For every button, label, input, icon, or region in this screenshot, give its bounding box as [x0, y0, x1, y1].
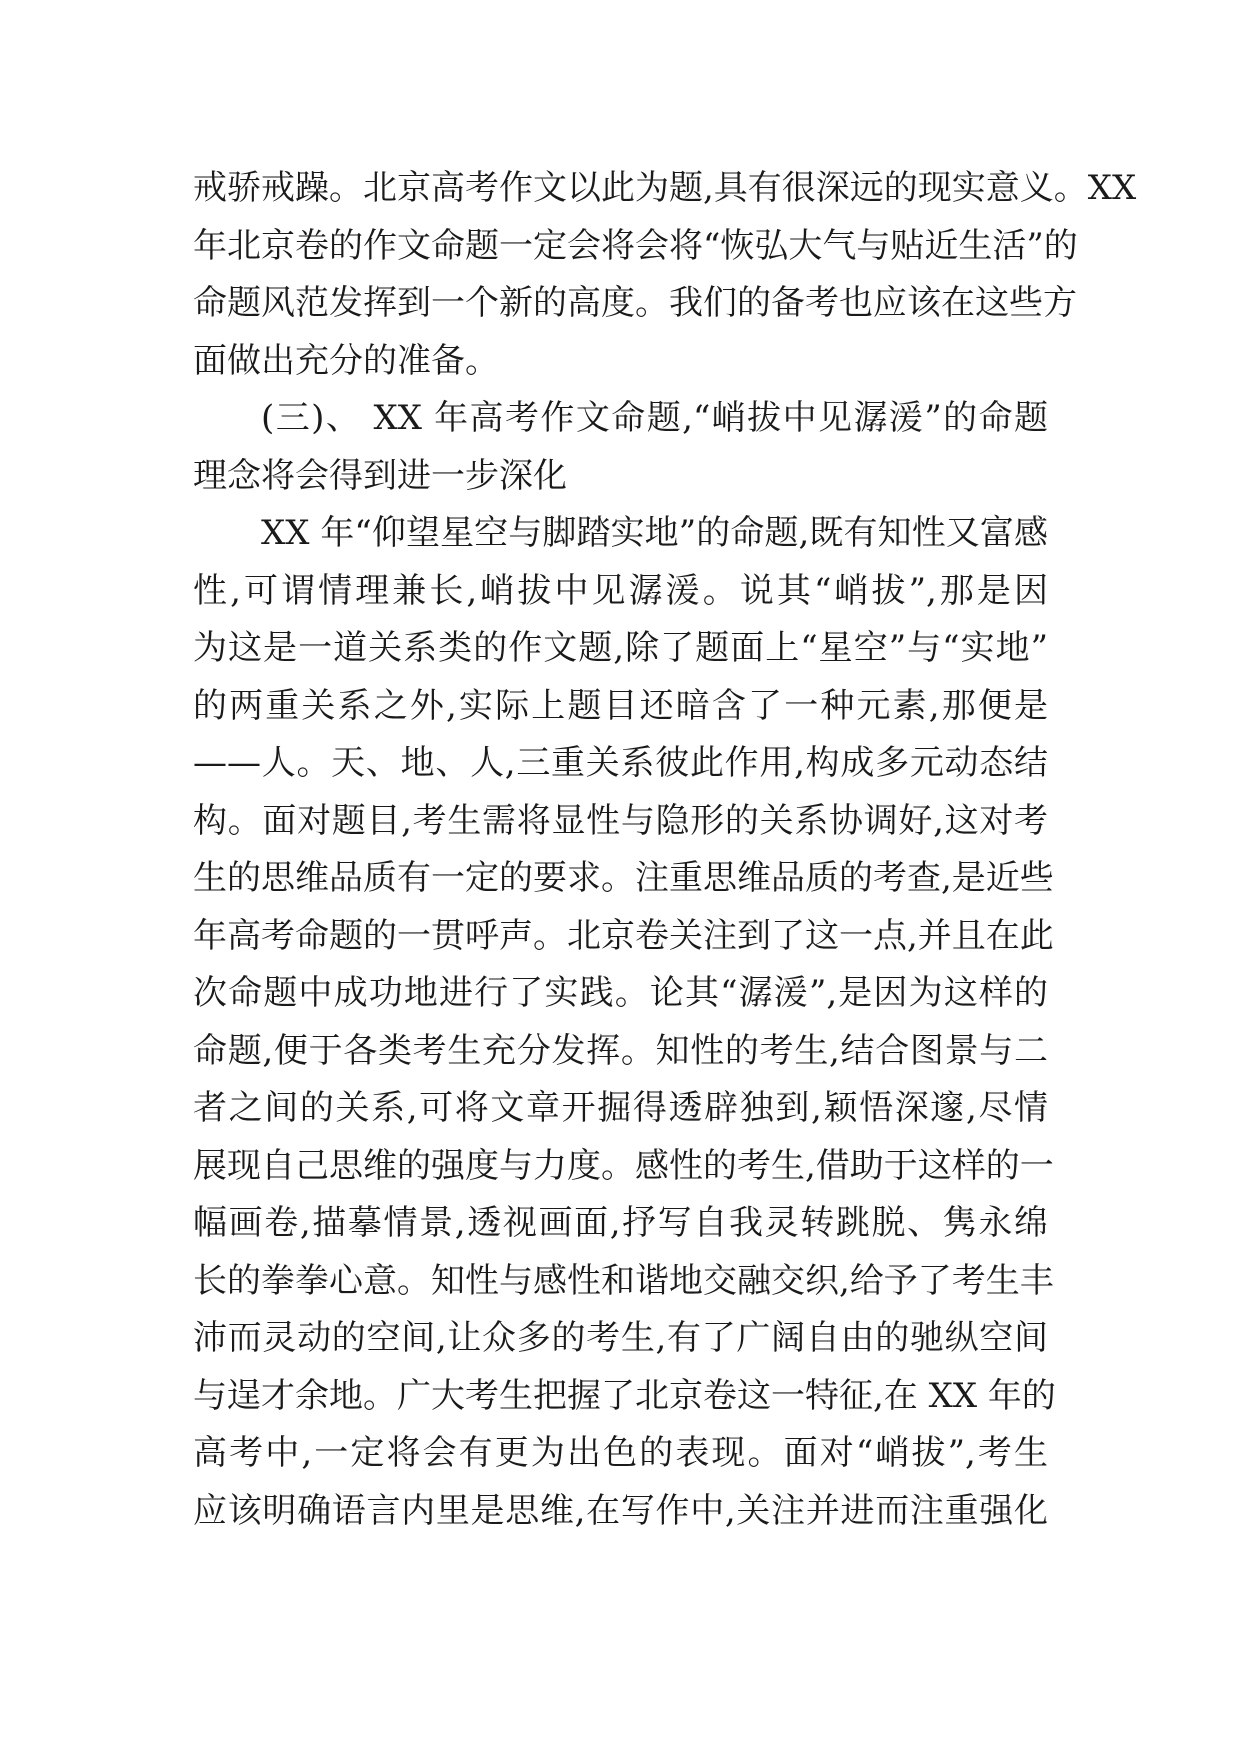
text-line: XX 年“仰望星空与脚踏实地”的命题,既有知性又富感 [261, 513, 1048, 553]
text-line: 构。面对题目,考生需将显性与隐形的关系协调好,这对考 [193, 800, 1048, 841]
text-line: 次命题中成功地进行了实践。论其“潺湲”,是因为这样的 [193, 973, 1048, 1013]
text-line: 应该明确语言内里是思维,在写作中,关注并进而注重强化 [193, 1490, 1048, 1531]
text-line: 为这是一道关系类的作文题,除了题面上“星空”与“实地” [193, 628, 1048, 668]
text-line: 理念将会得到进一步深化 [193, 455, 567, 496]
text-line: 展现自己思维的强度与力度。感性的考生,借助于这样的一 [193, 1145, 1054, 1186]
text-line: 年高考命题的一贯呼声。北京卷关注到了这一点,并且在此 [193, 915, 1054, 956]
text-line: 年北京卷的作文命题一定会将会将“恢弘大气与贴近生活”的 [193, 225, 1078, 266]
text-line: 命题风范发挥到一个新的高度。我们的备考也应该在这些方 [193, 283, 1077, 323]
text-line: 戒骄戒躁。北京高考作文以此为题,具有很深远的现实意义。XX [193, 168, 1137, 208]
text-line: 性,可谓情理兼长,峭拔中见潺湲。说其“峭拔”,那是因 [193, 570, 1048, 611]
text-line: 命题,便于各类考生充分发挥。知性的考生,结合图景与二 [193, 1030, 1048, 1071]
document-body [193, 160, 1137, 1540]
text-line: 的两重关系之外,实际上题目还暗含了一种元素,那便是 [193, 685, 1048, 726]
text-line: 高考中,一定将会有更为出色的表现。面对“峭拔”,考生 [193, 1433, 1048, 1473]
text-line: 者之间的关系,可将文章开掘得透辟独到,颖悟深邃,尽情 [193, 1088, 1048, 1128]
text-line: ——人。天、地、人,三重关系彼此作用,构成多元动态结 [193, 743, 1048, 783]
text-line: 面做出充分的准备。 [193, 340, 499, 381]
text-line: 沛而灵动的空间,让众多的考生,有了广阔自由的驰纵空间 [193, 1318, 1048, 1358]
text-line: 生的思维品质有一定的要求。注重思维品质的考查,是近些 [193, 858, 1054, 898]
text-line: 长的拳拳心意。知性与感性和谐地交融交织,给予了考生丰 [193, 1260, 1054, 1301]
text-line: 与逞才余地。广大考生把握了北京卷这一特征,在 XX 年的 [193, 1375, 1056, 1416]
text-line: (三)、 XX 年高考作文命题,“峭拔中见潺湲”的命题 [261, 398, 1048, 438]
text-line: 幅画卷,描摹情景,透视画面,抒写自我灵转跳脱、隽永绵 [193, 1203, 1048, 1243]
